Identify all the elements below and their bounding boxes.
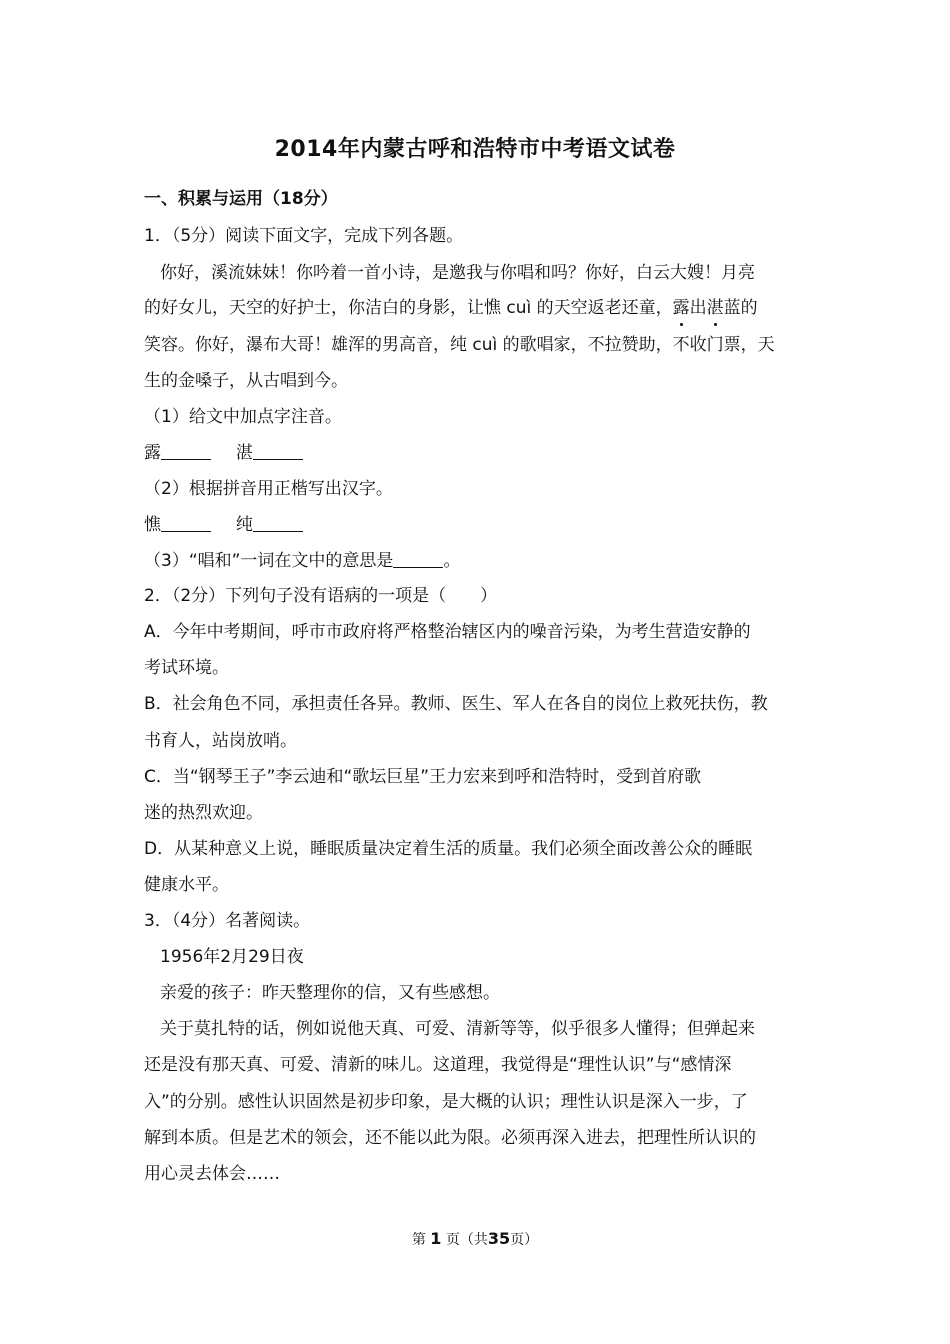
subquestion-1: （1）给文中加点字注音。 (144, 407, 342, 427)
answer-blank[interactable] (393, 549, 443, 568)
option-d: D．从某种意义上说，睡眠质量决定着生活的质量。我们必须全面改善公众的睡眠 (144, 839, 753, 859)
option-b: B．社会角色不同，承担责任各异。教师、医生、军人在各自的岗位上救死扶伤，教 (144, 694, 768, 714)
answer-blank[interactable] (253, 513, 303, 532)
passage-text: 出 (689, 298, 707, 318)
footer-text: 页） (510, 1232, 539, 1248)
section-heading: 一、积累与运用（18分） (144, 189, 338, 209)
question-text: 。 (443, 551, 461, 571)
footer-text: 页（共 (445, 1232, 488, 1248)
answer-label: 露 (144, 443, 161, 463)
passage-text: 的好女儿，天空的好护士，你洁白的身影，让憔 cuì 的天空返老还童， (144, 298, 673, 318)
letter-line: 解到本质。但是艺术的领会，还不能以此为限。必须再深入进去，把理性所认识的 (144, 1128, 756, 1148)
page-number: 1 (430, 1229, 442, 1248)
letter-line: 关于莫扎特的话，例如说他天真、可爱、清新等等，似乎很多人懂得；但弹起来 (160, 1019, 755, 1039)
question-3-heading: 3．（4分）名著阅读。 (144, 911, 311, 931)
dotted-char: 湛 (706, 298, 724, 318)
answer-line (144, 441, 814, 465)
answer-label: 纯 (235, 515, 253, 535)
passage-line (144, 296, 814, 320)
page-footer (0, 1229, 950, 1249)
subquestion-2: （2）根据拼音用正楷写出汉字。 (144, 479, 393, 499)
option-c-cont: 迷的热烈欢迎。 (144, 803, 263, 823)
letter-line: 入”的分别。感性认识固然是初步印象，是大概的认识；理性认识是深入一步，了 (144, 1092, 748, 1112)
question-1-heading: 1．（5分）阅读下面文字，完成下列各题。 (144, 226, 464, 246)
letter-greeting: 亲爱的孩子：昨天整理你的信，又有些感想。 (160, 983, 500, 1003)
option-a: A．今年中考期间，呼市市政府将严格整治辖区内的噪音污染，为考生营造安静的 (144, 622, 751, 642)
passage-line: 笑容。你好，瀑布大哥！雄浑的男高音，纯 cuì 的歌唱家，不拉赞助，不收门票，天 (144, 335, 775, 355)
passage-text: 蓝的 (723, 298, 758, 318)
option-d-cont: 健康水平。 (144, 875, 229, 895)
page-title: 2014年内蒙古呼和浩特市中考语文试卷 (274, 137, 676, 162)
answer-label: 湛 (235, 443, 253, 463)
letter-date: 1956年2月29日夜 (160, 947, 304, 967)
letter-line: 还是没有那天真、可爱、清新的味儿。这道理，我觉得是“理性认识”与“感情深 (144, 1055, 732, 1075)
passage-line: 你好，溪流妹妹！你吟着一首小诗，是邀我与你唱和吗？你好，白云大嫂！月亮 (160, 263, 755, 283)
total-pages: 35 (487, 1229, 511, 1248)
answer-label: 憔 (144, 515, 161, 535)
letter-line: 用心灵去体会…… (144, 1164, 280, 1184)
subquestion-3 (144, 549, 814, 573)
question-2-heading: 2．（2分）下列句子没有语病的一项是（ ） (144, 586, 498, 606)
answer-line (144, 513, 814, 537)
answer-blank[interactable] (161, 513, 211, 532)
option-a-cont: 考试环境。 (144, 658, 229, 678)
answer-blank[interactable] (253, 441, 303, 460)
footer-text: 第 (411, 1232, 426, 1248)
passage-line: 生的金嗓子，从古唱到今。 (144, 371, 348, 391)
answer-blank[interactable] (161, 441, 211, 460)
dotted-char: 露 (672, 298, 690, 318)
question-text: （3）“唱和”一词在文中的意思是 (144, 551, 394, 571)
option-b-cont: 书育人，站岗放哨。 (144, 731, 297, 751)
option-c: C．当“钢琴王子”李云迪和“歌坛巨星”王力宏来到呼和浩特时，受到首府歌 (144, 767, 702, 787)
